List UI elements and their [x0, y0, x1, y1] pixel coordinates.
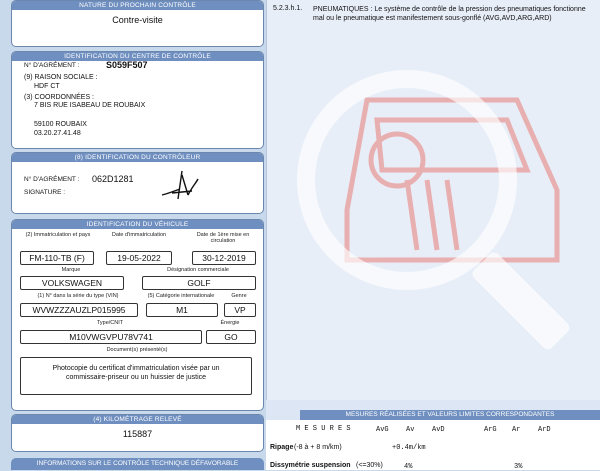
centre-agrement-value: S059F507 — [106, 60, 148, 70]
centre-raison-label: (9) RAISON SOCIALE : — [24, 74, 98, 81]
type-field: M10VWGVPU78V741 — [20, 330, 202, 344]
marque-label: Marque — [61, 267, 81, 273]
signature-mark — [152, 165, 212, 205]
defects-area — [266, 0, 600, 400]
col-avg: AvG — [376, 426, 389, 434]
vehicule-header: IDENTIFICATION DU VÉHICULE — [12, 220, 263, 229]
date-immat-label: Date d'immatriculation — [111, 232, 167, 238]
vin-field: WVWZZZAUZLP015995 — [20, 303, 138, 317]
designation-field: GOLF — [142, 276, 256, 290]
dissym-value-front: 4% — [404, 463, 413, 471]
vehicule-box — [11, 219, 264, 411]
centre-address2: 59100 ROUBAIX — [34, 121, 87, 128]
centre-address1: 7 BIS RUE ISABEAU DE ROUBAIX — [34, 102, 146, 109]
col-ar: Ar — [512, 426, 521, 434]
centre-box — [11, 51, 264, 149]
kilometrage-value: 115887 — [122, 429, 153, 439]
kilometrage-box — [11, 414, 264, 452]
categorie-field: M1 — [146, 303, 218, 317]
defect-text: PNEUMATIQUES : Le système de contrôle de la pression des pneumatiques fonctionne mal ou le pneumatique est manifestement sous-gonflé (AVG,AVD,ARG,ARD) — [313, 6, 586, 22]
controleur-agrement-value: 062D1281 — [92, 174, 134, 184]
magnifier-watermark — [297, 70, 517, 290]
col-avd: AvD — [432, 426, 445, 434]
controleur-header: (8) IDENTIFICATION DU CONTRÔLEUR — [12, 153, 263, 162]
col-av: Av — [406, 426, 415, 434]
vin-label: (1) N° dans la série du type (VIN) — [37, 293, 119, 299]
ripage-value: +0.4m/km — [392, 444, 426, 452]
measures-header: MESURES RÉALISÉES ET VALEURS LIMITES CORRESPONDANTES — [300, 410, 600, 420]
controleur-agrement-label: N° D'AGRÉMENT : — [24, 176, 80, 183]
energie-field: GO — [206, 330, 256, 344]
dissym-label: Dissymétrie suspension — [270, 462, 351, 469]
controleur-box — [11, 152, 264, 214]
dissym-limit: (<=30%) — [356, 462, 383, 469]
genre-field: VP — [224, 303, 256, 317]
col-ard: ArD — [538, 426, 551, 434]
signature-label: SIGNATURE : — [24, 189, 66, 196]
energie-label: Énergie — [220, 320, 240, 326]
next-visit-box — [11, 0, 264, 47]
genre-label: Genre — [231, 293, 247, 299]
centre-raison-value: HDF CT — [34, 83, 60, 90]
defect-code: 5.2.3.h.1. — [273, 5, 303, 12]
dissym-value-rear: 3% — [514, 463, 523, 471]
type-label: Type/CNIT — [96, 320, 124, 326]
right-panel — [266, 0, 600, 470]
date-immat-field: 19-05-2022 — [106, 251, 172, 265]
ripage-label: Ripage — [270, 444, 294, 451]
immat-label: (2) Immatriculation et pays — [25, 232, 91, 238]
ripage-limit: (-8 à + 8 m/km) — [294, 444, 342, 451]
documents-field: Photocopie du certificat d'immatriculation visée par un commissaire-priseur ou un huissier de justice — [20, 357, 252, 395]
documents-label: Document(s) présenté(s) — [106, 347, 168, 353]
date-first-field: 30-12-2019 — [192, 251, 256, 265]
centre-header: IDENTIFICATION DU CENTRE DE CONTRÔLE — [12, 52, 263, 61]
centre-phone: 03.20.27.41.48 — [34, 130, 81, 137]
centre-coord-label: (3) COORDONNÉES : — [24, 94, 95, 101]
col-mesures: M E S U R E S — [296, 425, 351, 433]
categorie-label: (5) Catégorie internationale — [147, 293, 215, 299]
immat-field: FM-110-TB (F) — [20, 251, 94, 265]
date-first-label: Date de 1ère mise en circulation — [196, 232, 250, 244]
left-panel — [0, 0, 266, 470]
next-visit-value: Contre-visite — [112, 15, 163, 25]
designation-label: Désignation commerciale — [167, 267, 229, 273]
col-arg: ArG — [484, 426, 497, 434]
bottom-header: INFORMATIONS SUR LE CONTRÔLE TECHNIQUE DÉFAVORABLE — [11, 458, 264, 470]
next-visit-header: NATURE DU PROCHAIN CONTRÔLE — [12, 1, 263, 10]
marque-field: VOLKSWAGEN — [20, 276, 124, 290]
centre-agrement-label: N° D'AGRÉMENT : — [24, 62, 80, 69]
kilometrage-header: (4) KILOMÉTRAGE RELEVÉ — [12, 415, 263, 424]
measures-table — [266, 420, 600, 470]
